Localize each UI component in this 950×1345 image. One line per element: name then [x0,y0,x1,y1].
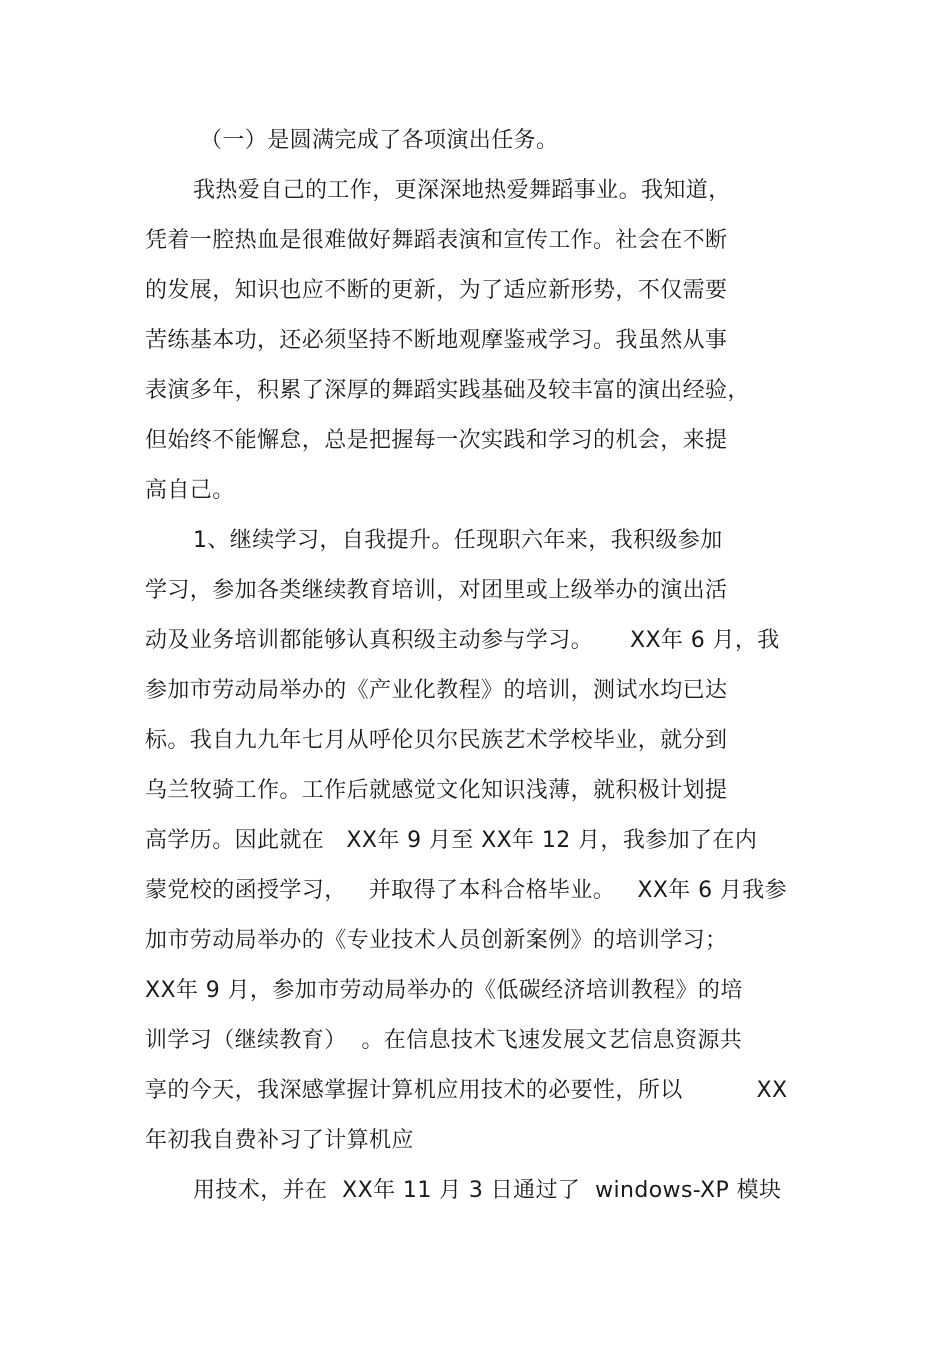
text-line: 表演多年，积累了深厚的舞蹈实践基础及较丰富的演出经验， [145,378,750,403]
text-line: （一）是圆满完成了各项演出任务。 [200,128,559,153]
text-line: 动及业务培训都能够认真积级主动参与学习。 XX年 6 月，我 [145,628,780,653]
text-line: 1、继续学习，自我提升。任现职六年来，我积级参加 [193,528,723,553]
text-line: 高学历。因此就在 XX年 9 月至 XX年 12 月，我参加了在内 [145,828,758,853]
text-line: 的发展，知识也应不断的更新，为了适应新形势，不仅需要 [145,278,728,303]
text-line: 苦练基本功，还必须坚持不断地观摩鉴戒学习。我虽然从事 [145,328,728,353]
text-line: 学习，参加各类继续教育培训，对团里或上级举办的演出活 [145,578,728,603]
text-line: 但始终不能懈怠，总是把握每一次实践和学习的机会，来提 [145,428,728,453]
text-line: 用技术，并在 XX年 11 月 3 日通过了 windows-XP 模块 [193,1178,782,1203]
text-line: XX年 9 月，参加市劳动局举办的《低碳经济培训教程》的培 [145,978,743,1003]
text-line: 高自己。 [145,478,235,503]
text-line: 年初我自费补习了计算机应 [145,1128,414,1153]
text-line: 凭着一腔热血是很难做好舞蹈表演和宣传工作。社会在不断 [145,228,728,253]
text-line: 我热爱自己的工作，更深深地热爱舞蹈事业。我知道， [193,178,731,203]
text-line: 乌兰牧骑工作。工作后就感觉文化知识浅薄，就积极计划提 [145,778,728,803]
text-line: 训学习（继续教育） 。在信息技术飞速发展文艺信息资源共 [145,1028,743,1053]
text-line: 参加市劳动局举办的《产业化教程》的培训，测试水均已达 [145,678,728,703]
text-line: 蒙党校的函授学习， 并取得了本科合格毕业。 XX年 6 月我参 [145,878,788,903]
text-line: 标。我自九九年七月从呼伦贝尔民族艺术学校毕业，就分到 [145,728,728,753]
text-line: 加市劳动局举办的《专业技术人员创新案例》的培训学习； [145,928,728,953]
text-line: 享的今天，我深感掌握计算机应用技术的必要性，所以 XX [145,1078,788,1103]
